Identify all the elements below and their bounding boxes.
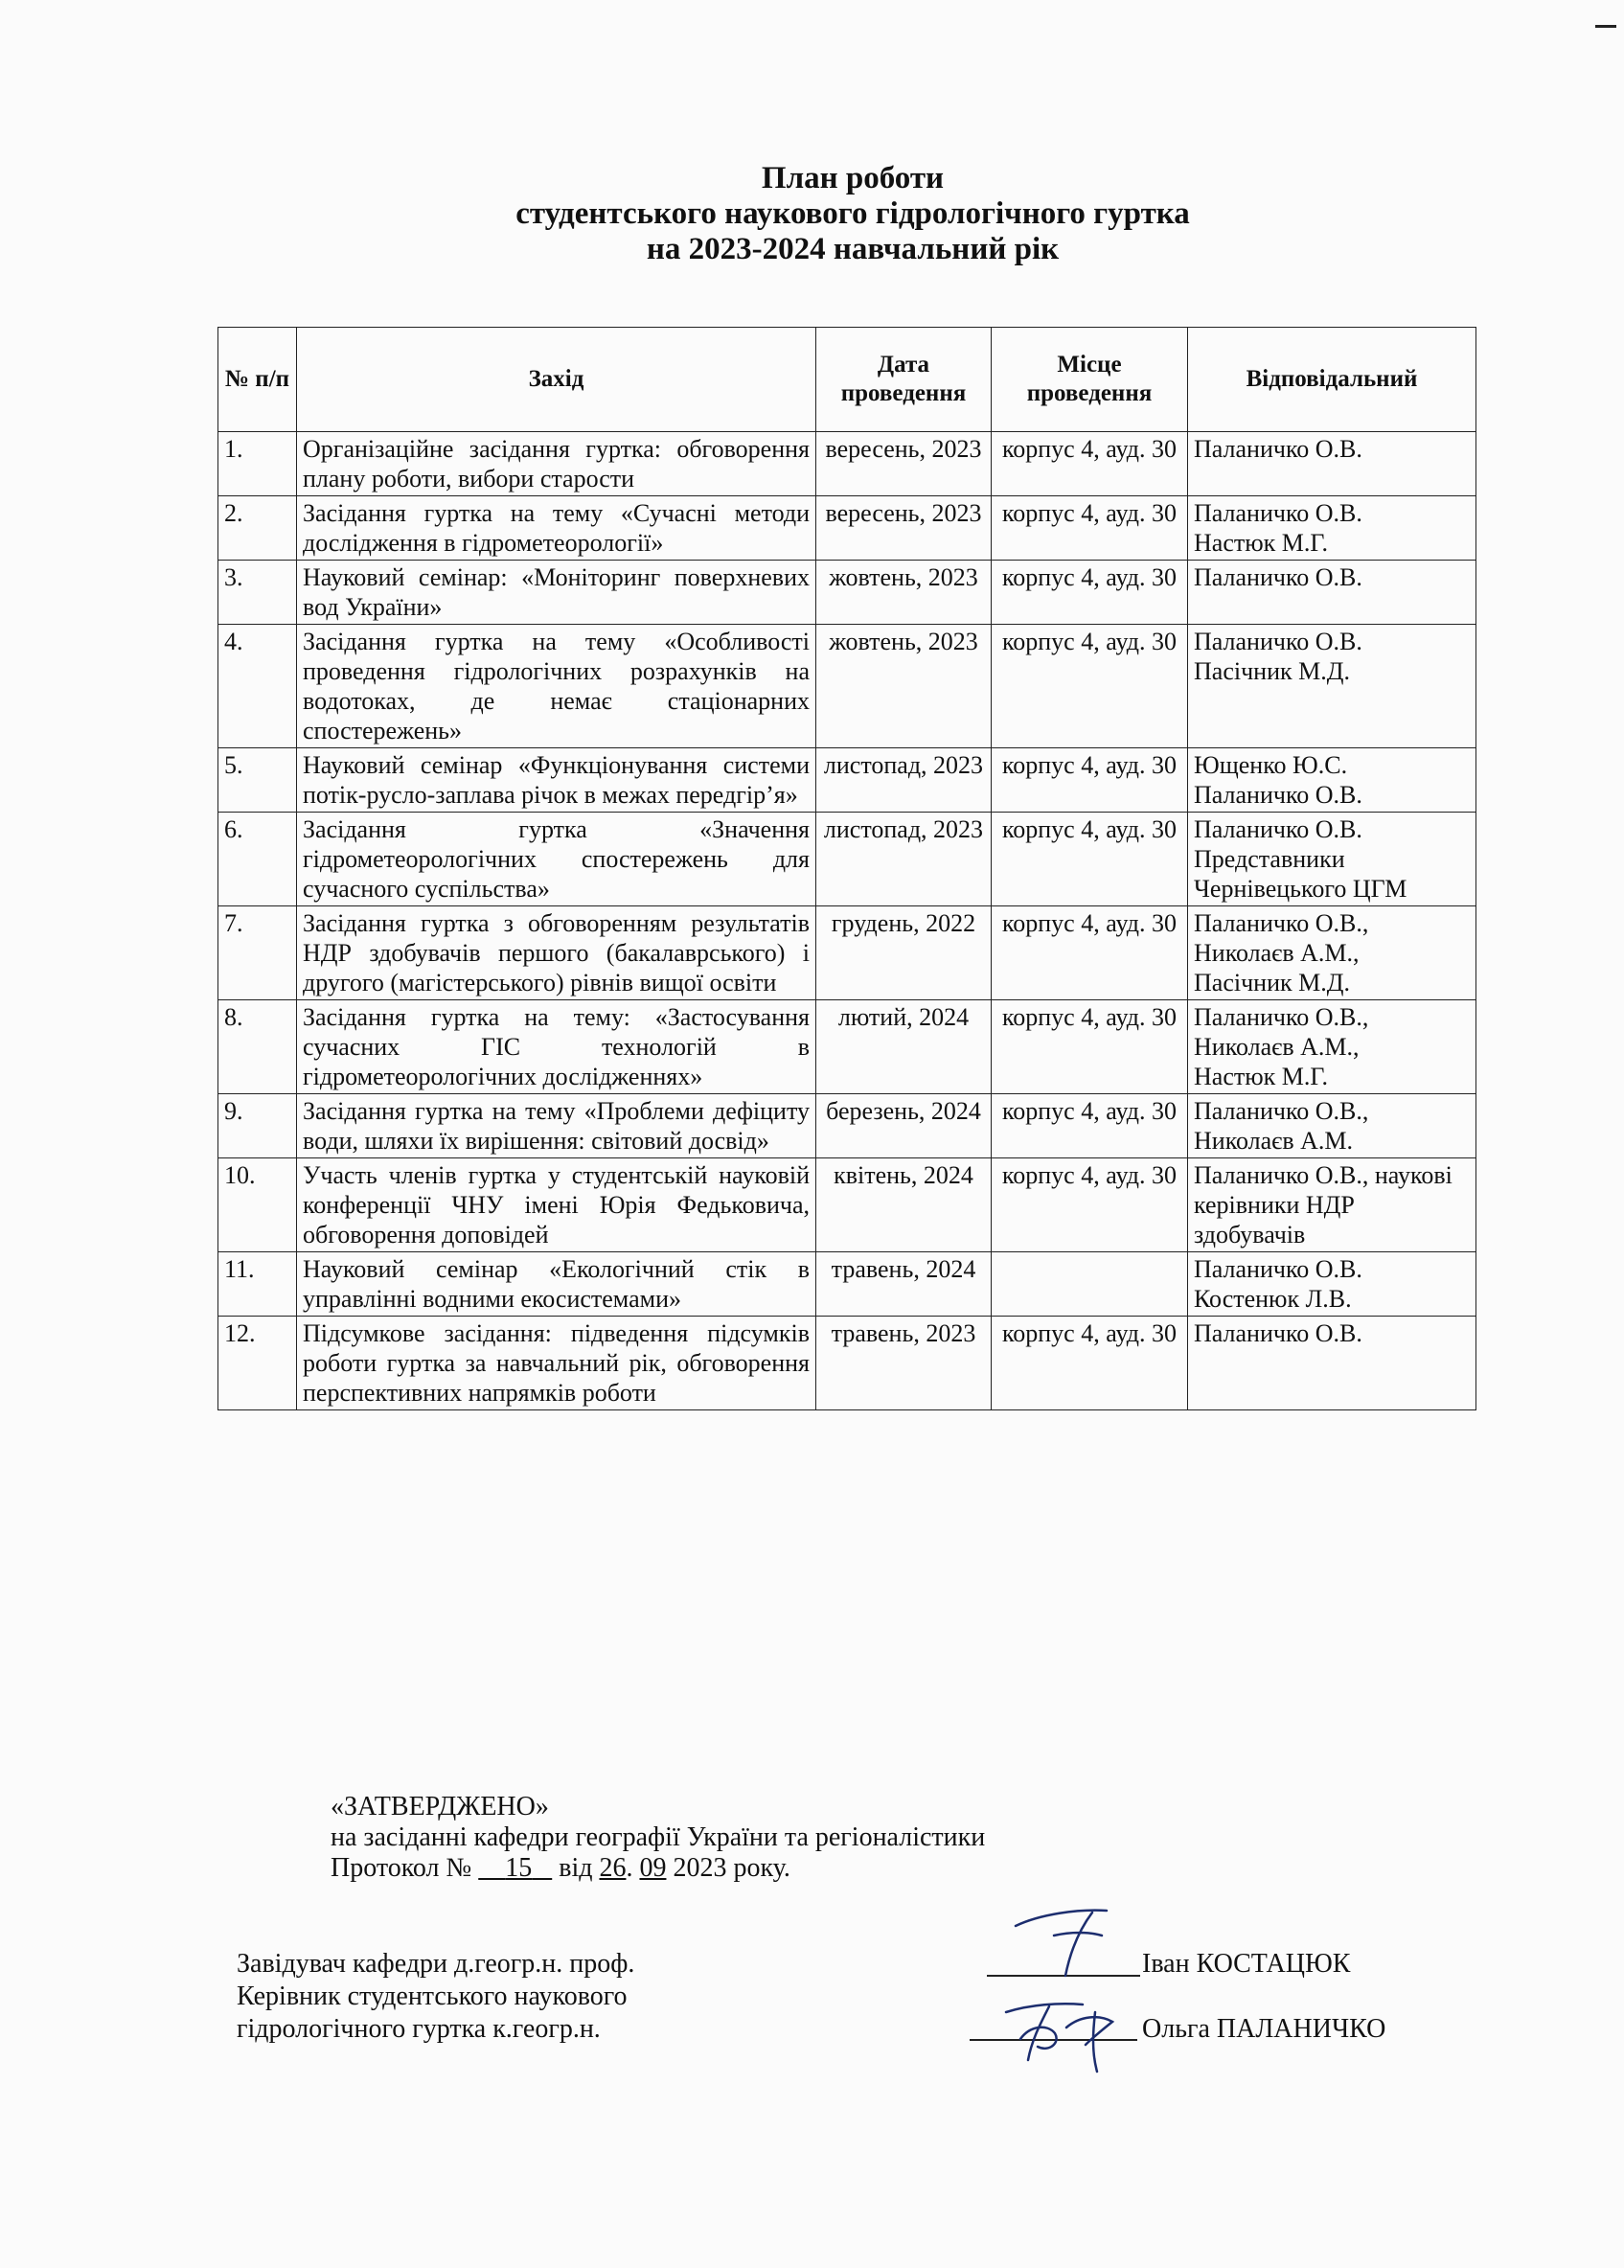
responsible-person: Ющенко Ю.С. [1194, 751, 1348, 779]
table-row [218, 813, 1476, 906]
table-row [218, 748, 1476, 813]
row-number: 9. [218, 1094, 297, 1158]
scan-corner-mark [1595, 25, 1616, 28]
approved-label: «ЗАТВЕРДЖЕНО» [331, 1792, 549, 1821]
leader-label-2: гідрологічного гуртка к.геогр.н. [237, 2014, 601, 2044]
row-number: 5. [218, 748, 297, 813]
responsible-person: Настюк М.Г. [1194, 1063, 1328, 1090]
protocol-month: 09 [639, 1853, 667, 1883]
table-row [218, 432, 1476, 496]
row-event: Науковий семінар: «Моніторинг поверхневих вод України» [297, 561, 816, 625]
row-number: 6. [218, 813, 297, 906]
title-line-1: План роботи [761, 161, 945, 195]
header-place: Місце проведення [992, 328, 1188, 432]
head-label: Завідувач кафедри д.геогр.н. проф. [237, 1949, 635, 1979]
row-number: 2. [218, 496, 297, 561]
row-responsible [1188, 1094, 1476, 1158]
header-date: Дата проведення [816, 328, 992, 432]
row-responsible [1188, 813, 1476, 906]
row-responsible [1188, 1158, 1476, 1252]
row-date: травень, 2023 [816, 1317, 992, 1410]
protocol-day: 26 [599, 1853, 627, 1883]
plan-table [217, 327, 1476, 1410]
row-number: 12. [218, 1317, 297, 1410]
head-name: Іван КОСТАЦЮК [1142, 1949, 1351, 1979]
protocol-year: 2023 року. [673, 1853, 790, 1883]
table-row [218, 1000, 1476, 1094]
table-row [218, 906, 1476, 1000]
row-event: Засідання гуртка на тему: «Застосування сучасних ГІС технологій в гідрометеорологічних дослідженнях» [297, 1000, 816, 1094]
row-date: лютий, 2024 [816, 1000, 992, 1094]
title-line-3: на 2023-2024 навчальний рік [646, 232, 1060, 266]
document-title [0, 161, 1624, 267]
protocol-number: 15 [505, 1853, 533, 1883]
row-event: Науковий семінар «Екологічний стік в управлінні водними екосистемами» [297, 1252, 816, 1317]
row-place: корпус 4, ауд. 30 [992, 1158, 1188, 1252]
row-date: листопад, 2023 [816, 813, 992, 906]
row-date: грудень, 2022 [816, 906, 992, 1000]
row-event: Організаційне засідання гуртка: обговорення плану роботи, вибори старости [297, 432, 816, 496]
responsible-person: Николаєв А.М., [1194, 1033, 1360, 1061]
signature-labels [237, 1948, 634, 2046]
responsible-person: Паланичко О.В., [1194, 1003, 1369, 1031]
responsible-person: Паланичко О.В. [1194, 1255, 1362, 1283]
title-line-2: студентського наукового гідрологічного гуртка [515, 196, 1190, 231]
responsible-person: Представники Чернівецького ЦГМ [1194, 845, 1407, 903]
responsible-person: Николаєв А.М. [1194, 1127, 1354, 1155]
row-event: Науковий семінар «Функціонування системи потік-русло-заплава річок в межах передгір’я» [297, 748, 816, 813]
row-responsible [1188, 625, 1476, 748]
row-place: корпус 4, ауд. 30 [992, 625, 1188, 748]
row-place: корпус 4, ауд. 30 [992, 1317, 1188, 1410]
header-event: Захід [297, 328, 816, 432]
responsible-person: Паланичко О.В. [1194, 435, 1362, 463]
protocol-prefix: Протокол № [331, 1853, 472, 1883]
row-event: Засідання гуртка на тему «Особливості проведення гідрологічних розрахунків на водотоках, де немає стаціонарних спостережень» [297, 625, 816, 748]
table-row [218, 625, 1476, 748]
responsible-person: Паланичко О.В., наукові керівники НДР здобувачів [1194, 1161, 1452, 1249]
responsible-person: Паланичко О.В. [1194, 1319, 1362, 1347]
responsible-person: Пасічник М.Д. [1194, 969, 1350, 997]
responsible-person: Паланичко О.В. [1194, 815, 1362, 843]
row-place: корпус 4, ауд. 30 [992, 432, 1188, 496]
row-date: листопад, 2023 [816, 748, 992, 813]
row-place: корпус 4, ауд. 30 [992, 496, 1188, 561]
row-date: вересень, 2023 [816, 496, 992, 561]
responsible-person: Паланичко О.В., [1194, 1097, 1369, 1125]
responsible-person: Паланичко О.В. [1194, 628, 1362, 655]
row-place [992, 1252, 1188, 1317]
row-date: квітень, 2024 [816, 1158, 992, 1252]
row-responsible [1188, 1317, 1476, 1410]
table-header-row [218, 328, 1476, 432]
responsible-person: Паланичко О.В., [1194, 909, 1369, 937]
row-event: Засідання гуртка на тему «Сучасні методи дослідження в гідрометеорології» [297, 496, 816, 561]
row-event: Засідання гуртка на тему «Проблеми дефіциту води, шляхи їх вирішення: світовий досвід» [297, 1094, 816, 1158]
row-place: корпус 4, ауд. 30 [992, 813, 1188, 906]
table-row [218, 1094, 1476, 1158]
row-responsible [1188, 561, 1476, 625]
row-number: 11. [218, 1252, 297, 1317]
responsible-person: Настюк М.Г. [1194, 529, 1328, 557]
table-row [218, 1158, 1476, 1252]
row-date: березень, 2024 [816, 1094, 992, 1158]
row-responsible [1188, 1252, 1476, 1317]
protocol-line: Протокол № 15 від 26. 09 2023 року. [331, 1853, 790, 1883]
row-event: Підсумкове засідання: підведення підсумків роботи гуртка за навчальний рік, обговорення перспективних напрямків роботи [297, 1317, 816, 1410]
approval-block [331, 1792, 985, 1884]
row-number: 3. [218, 561, 297, 625]
row-responsible [1188, 496, 1476, 561]
protocol-from: від [559, 1853, 593, 1883]
responsible-person: Пасічник М.Д. [1194, 657, 1350, 685]
responsible-person: Паланичко О.В. [1194, 781, 1362, 809]
row-responsible [1188, 1000, 1476, 1094]
row-date: вересень, 2023 [816, 432, 992, 496]
row-number: 7. [218, 906, 297, 1000]
responsible-person: Николаєв А.М., [1194, 939, 1360, 967]
leader-label-1: Керівник студентського наукового [237, 1982, 628, 2011]
row-event: Засідання гуртка «Значення гідрометеорологічних спостережень для сучасного суспільства» [297, 813, 816, 906]
header-num: № п/п [218, 328, 297, 432]
table-row [218, 1252, 1476, 1317]
row-place: корпус 4, ауд. 30 [992, 1094, 1188, 1158]
row-place: корпус 4, ауд. 30 [992, 906, 1188, 1000]
head-signature [996, 1897, 1131, 1983]
approval-meeting: на засіданні кафедри географії України та регіоналістики [331, 1822, 986, 1852]
leader-signature [992, 1983, 1164, 2079]
row-place: корпус 4, ауд. 30 [992, 1000, 1188, 1094]
row-number: 10. [218, 1158, 297, 1252]
row-number: 1. [218, 432, 297, 496]
table-row [218, 561, 1476, 625]
header-responsible: Відповідальний [1188, 328, 1476, 432]
row-number: 8. [218, 1000, 297, 1094]
row-date: жовтень, 2023 [816, 625, 992, 748]
row-responsible [1188, 748, 1476, 813]
row-event: Засідання гуртка з обговоренням результатів НДР здобувачів першого (бакалаврського) і другого (магістерського) рівнів вищої освіти [297, 906, 816, 1000]
table-row [218, 496, 1476, 561]
row-date: травень, 2024 [816, 1252, 992, 1317]
responsible-person: Паланичко О.В. [1194, 499, 1362, 527]
responsible-person: Паланичко О.В. [1194, 563, 1362, 591]
table-row [218, 1317, 1476, 1410]
responsible-person: Костенюк Л.В. [1194, 1285, 1352, 1313]
row-place: корпус 4, ауд. 30 [992, 748, 1188, 813]
row-responsible [1188, 432, 1476, 496]
row-event: Участь членів гуртка у студентській науковій конференції ЧНУ імені Юрія Федьковича, обговорення доповідей [297, 1158, 816, 1252]
row-place: корпус 4, ауд. 30 [992, 561, 1188, 625]
row-responsible [1188, 906, 1476, 1000]
row-number: 4. [218, 625, 297, 748]
leader-name: Ольга ПАЛАНИЧКО [1142, 2014, 1386, 2044]
table-body [218, 432, 1476, 1410]
row-date: жовтень, 2023 [816, 561, 992, 625]
